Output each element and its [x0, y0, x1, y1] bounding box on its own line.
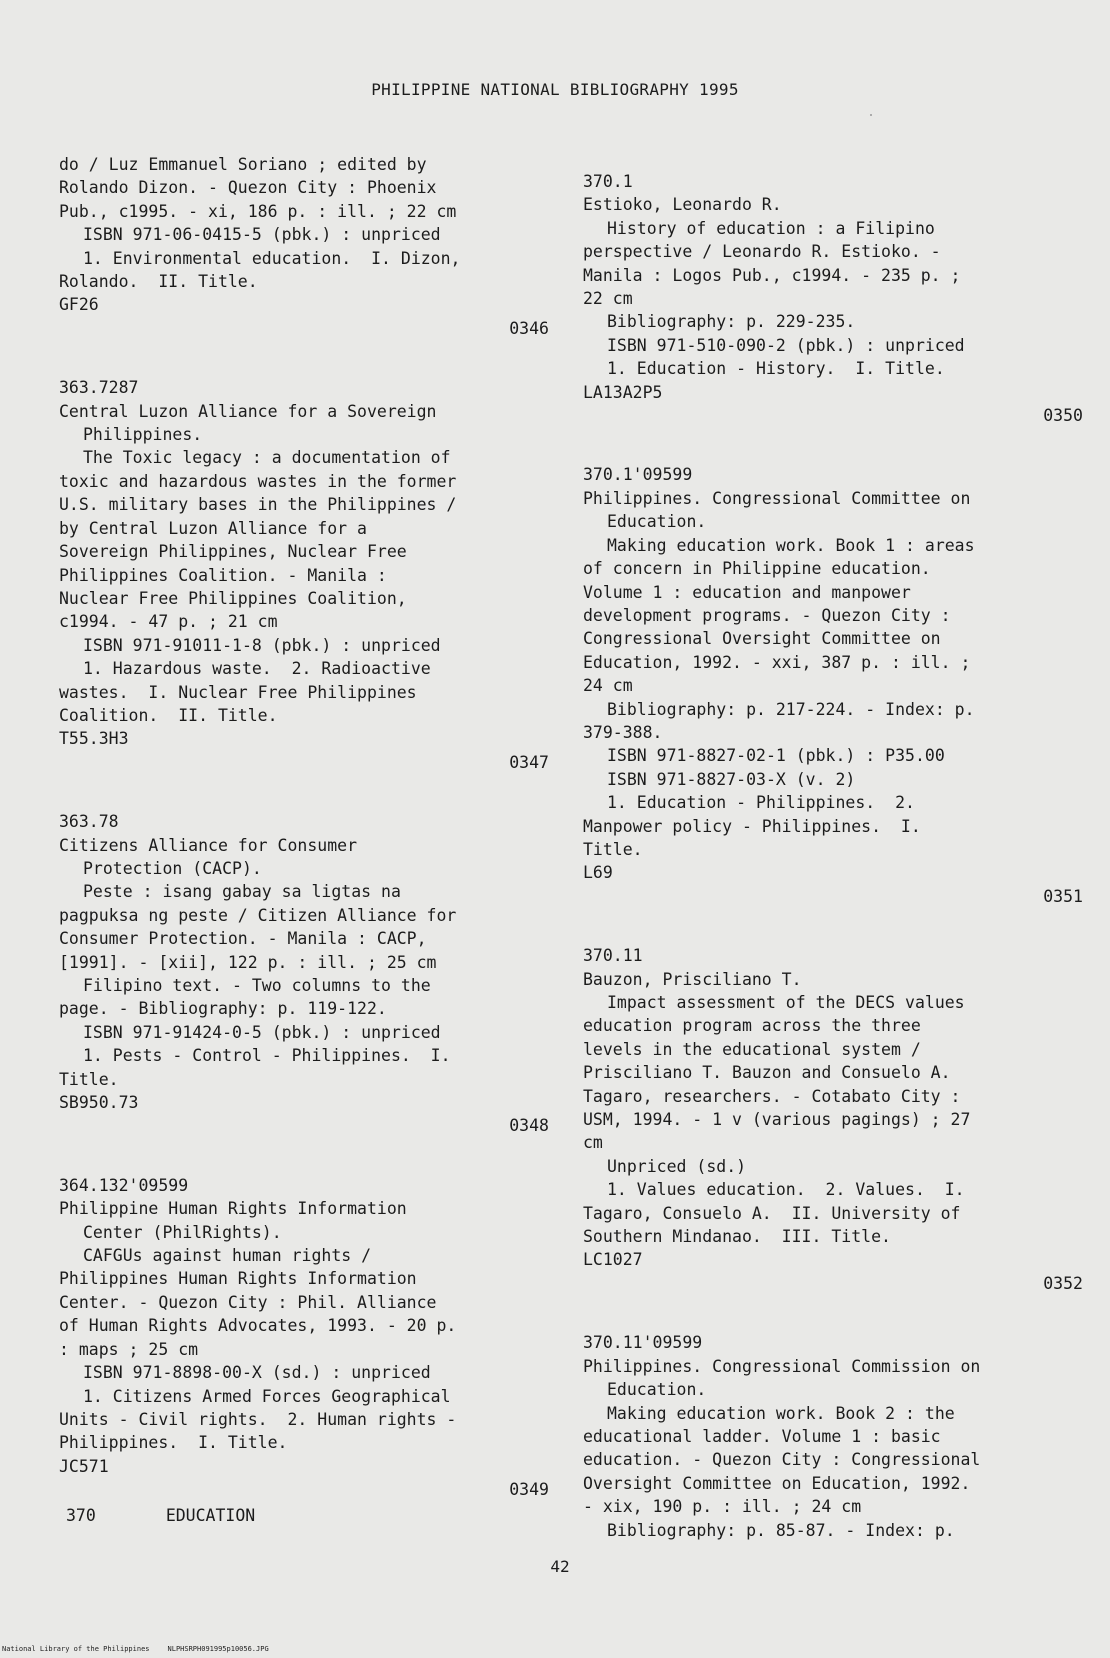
entry-line: development programs. - Quezon City : — [583, 605, 951, 625]
entry-line: U.S. military bases in the Philippines / — [59, 495, 457, 515]
entry-line: SB950.73 — [59, 1093, 139, 1113]
entry-line: of concern in Philippine education. — [583, 559, 931, 579]
bibliography-entry — [583, 170, 1083, 427]
entry-line: Title. — [59, 1069, 119, 1089]
entry-line: 1. Environmental education. I. Dizon, — [83, 248, 461, 268]
entry-line: Filipino text. - Two columns to the — [83, 976, 431, 995]
page-number: 42 — [550, 1557, 570, 1576]
entry-number: 0350 — [1043, 406, 1083, 426]
entry-number: 0349 — [509, 1480, 549, 1500]
entry-line: GF26 — [59, 295, 99, 315]
entry-line: education program across the three — [583, 1016, 921, 1036]
entry-line: 364.132'09599 — [59, 1175, 189, 1195]
entry-line: L69 — [583, 863, 613, 883]
bibliography-entry — [583, 944, 1083, 1295]
entry-line: Citizens Alliance for Consumer — [59, 835, 358, 855]
entry-line: toxic and hazardous wastes in the former — [59, 471, 457, 491]
entry-line: 1. Education - Philippines. 2. — [607, 793, 915, 813]
entry-line: Education. — [607, 1380, 707, 1400]
entry-line: ISBN 971-91424-0-5 (pbk.) : unpriced — [83, 1022, 441, 1042]
entry-line: 363.78 — [59, 812, 119, 832]
entry-line: [1991]. - [xii], 122 p. : ill. ; 25 cm — [59, 952, 437, 972]
entry-line: educational ladder. Volume 1 : basic — [583, 1426, 941, 1446]
entry-line: Units - Civil rights. 2. Human rights - — [59, 1409, 457, 1429]
entry-line: Congressional Oversight Committee on — [583, 629, 941, 649]
entry-line: Tagaro, researchers. - Cotabato City : — [583, 1086, 961, 1106]
entry-line: Philippines Human Rights Information — [59, 1269, 417, 1289]
entry-line: 370.11'09599 — [583, 1333, 703, 1353]
entry-line: Pub., c1995. - xi, 186 p. : ill. ; 22 cm — [59, 201, 457, 221]
running-footer — [66, 1506, 255, 1525]
entry-line: ISBN 971-8827-03-X (v. 2) — [607, 769, 856, 789]
entry-line: Consumer Protection. - Manila : CACP, — [59, 929, 427, 949]
entry-line: Philippines Coalition. - Manila : — [59, 565, 387, 585]
entry-line: Philippines. Congressional Committee on — [583, 488, 971, 508]
entry-line: 1. Pests - Control - Philippines. I. — [83, 1046, 451, 1066]
entry-line: of Human Rights Advocates, 1993. - 20 p. — [59, 1316, 457, 1336]
entry-line: Philippines. I. Title. — [59, 1433, 288, 1453]
entry-line: The Toxic legacy : a documentation of — [83, 448, 451, 468]
entry-line: : maps ; 25 cm — [59, 1339, 199, 1359]
bibliography-entry — [59, 810, 549, 1138]
entry-number: 0348 — [509, 1116, 549, 1136]
entry-line: 22 cm — [583, 289, 633, 309]
entry-line: ISBN 971-8827-02-1 (pbk.) : P35.00 — [607, 746, 945, 766]
entry-line: 379-388. — [583, 722, 663, 742]
footer-class-number: 370 — [66, 1506, 96, 1525]
entry-line: Bibliography: p. 85-87. - Index: p. — [607, 1520, 955, 1540]
entry-line: Education, 1992. - xxi, 387 p. : ill. ; — [583, 652, 971, 672]
entry-line: pagpuksa ng peste / Citizen Alliance for — [59, 905, 457, 925]
entry-line: Impact assessment of the DECS values — [607, 993, 965, 1012]
entry-line: Southern Mindanao. III. Title. — [583, 1227, 891, 1247]
entry-line: JC571 — [59, 1456, 109, 1476]
page-title: PHILIPPINE NATIONAL BIBLIOGRAPHY 1995 — [371, 80, 739, 99]
entry-line: Manila : Logos Pub., c1994. - 235 p. ; — [583, 265, 961, 285]
entry-number: 0351 — [1043, 886, 1083, 906]
entry-line: Prisciliano T. Bauzon and Consuelo A. — [583, 1063, 951, 1083]
entry-line: ISBN 971-91011-1-8 (pbk.) : unpriced — [83, 635, 441, 655]
entry-number: 0352 — [1043, 1273, 1083, 1293]
entry-line: Volume 1 : education and manpower — [583, 582, 911, 602]
entry-line: Coalition. II. Title. — [59, 705, 278, 725]
entry-line: 1. Hazardous waste. 2. Radioactive — [83, 659, 431, 679]
scan-file-name: NLPHSRPH091995p10056.JPG — [167, 1645, 269, 1653]
entry-line: 363.7287 — [59, 378, 139, 398]
entry-line: Center. - Quezon City : Phil. Alliance — [59, 1292, 437, 1312]
entry-number: 0346 — [509, 318, 549, 338]
entry-line: Philippines. Congressional Commission on — [583, 1356, 981, 1376]
entry-line: Rolando Dizon. - Quezon City : Phoenix — [59, 178, 437, 198]
entry-line: LA13A2P5 — [583, 382, 663, 402]
entry-line: levels in the educational system / — [583, 1039, 921, 1059]
entry-line: 1. Education - History. I. Title. — [607, 359, 945, 379]
entry-line: Estioko, Leonardo R. — [583, 195, 782, 215]
entry-line: Unpriced (sd.) — [607, 1156, 747, 1176]
entry-line: History of education : a Filipino — [607, 218, 935, 238]
footer-subject: EDUCATION — [165, 1506, 256, 1525]
entry-line: 1. Values education. 2. Values. I. — [607, 1180, 965, 1200]
entry-line: perspective / Leonardo R. Estioko. - — [583, 242, 941, 262]
entry-line: 24 cm — [583, 676, 633, 696]
entry-line: ISBN 971-8898-00-X (sd.) : unpriced — [83, 1363, 431, 1383]
entry-line: Education. — [607, 512, 707, 532]
entry-line: 370.11 — [583, 946, 643, 966]
entry-line: do / Luz Emmanuel Soriano ; edited by — [59, 155, 427, 174]
entry-line: 1. Citizens Armed Forces Geographical — [83, 1386, 451, 1406]
entry-line: Bauzon, Prisciliano T. — [583, 969, 802, 989]
entry-line: cm — [583, 1133, 603, 1153]
entry-line: Making education work. Book 2 : the — [607, 1403, 955, 1423]
entry-line: Central Luzon Alliance for a Sovereign — [59, 401, 437, 421]
bibliography-entry — [59, 153, 549, 340]
entry-line: Protection (CACP). — [83, 858, 262, 878]
right-column — [583, 170, 1083, 1578]
entry-line: LC1027 — [583, 1250, 643, 1270]
entry-line: Making education work. Book 1 : areas — [607, 535, 975, 555]
scan-credit — [2, 1645, 269, 1653]
bibliography-entry — [59, 376, 549, 774]
entry-line: T55.3H3 — [59, 729, 129, 749]
entry-line: Tagaro, Consuelo A. II. University of — [583, 1203, 961, 1223]
entry-line: page. - Bibliography: p. 119-122. — [59, 999, 387, 1019]
bibliography-entry — [583, 463, 1083, 908]
entry-line: 370.1'09599 — [583, 465, 693, 485]
entry-line: ISBN 971-06-0415-5 (pbk.) : unpriced — [83, 225, 441, 245]
entry-line: Oversight Committee on Education, 1992. — [583, 1473, 971, 1493]
entry-line: Philippines. — [83, 425, 203, 445]
scan-speck — [870, 114, 872, 116]
entry-line: USM, 1994. - 1 v (various pagings) ; 27 — [583, 1110, 971, 1130]
entry-line: Bibliography: p. 229-235. — [607, 312, 856, 332]
entry-line: Center (PhilRights). — [83, 1222, 282, 1242]
entry-line: ISBN 971-510-090-2 (pbk.) : unpriced — [607, 335, 965, 355]
bibliography-entry — [59, 1174, 549, 1502]
scan-credit-text: National Library of the Philippines — [2, 1645, 150, 1653]
left-column — [59, 153, 549, 1538]
entry-line: Sovereign Philippines, Nuclear Free — [59, 542, 407, 562]
entry-line: education. - Quezon City : Congressional — [583, 1450, 981, 1470]
entry-line: Philippine Human Rights Information — [59, 1199, 407, 1219]
bibliography-entry — [583, 1331, 1083, 1542]
entry-line: CAFGUs against human rights / — [83, 1246, 372, 1266]
entry-line: Title. — [583, 839, 643, 859]
entry-line: Peste : isang gabay sa ligtas na — [83, 882, 401, 902]
entry-line: Nuclear Free Philippines Coalition, — [59, 588, 407, 608]
entry-line: Bibliography: p. 217-224. - Index: p. — [607, 699, 975, 719]
entry-line: - xix, 190 p. : ill. ; 24 cm — [583, 1497, 862, 1517]
entry-line: wastes. I. Nuclear Free Philippines — [59, 682, 417, 702]
entry-line: Rolando. II. Title. — [59, 272, 258, 292]
entry-line: by Central Luzon Alliance for a — [59, 518, 367, 538]
entry-line: Manpower policy - Philippines. I. — [583, 816, 921, 836]
entry-number: 0347 — [509, 752, 549, 772]
entry-line: 370.1 — [583, 172, 633, 191]
entry-line: c1994. - 47 p. ; 21 cm — [59, 612, 278, 632]
